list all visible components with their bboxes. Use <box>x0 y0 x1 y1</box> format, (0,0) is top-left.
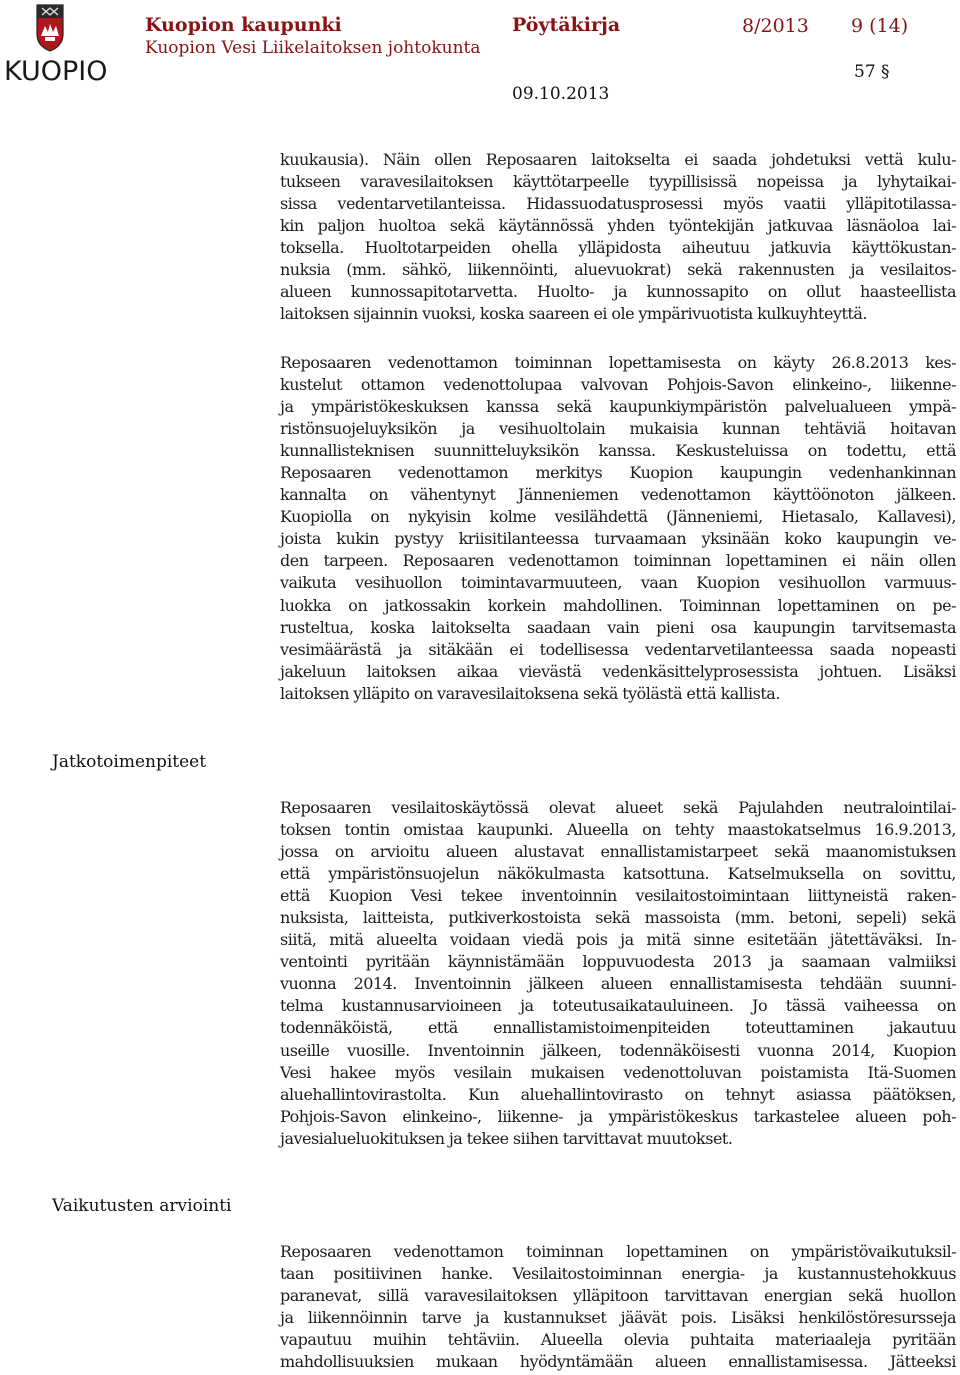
text-line: siitä, mitä alueelta voidaan viedä pois ja mitä sinne esitetään jätettäväksi. In- <box>280 930 956 950</box>
text-line: kin paljon huoltoa sekä käytännössä yhden työntekijän jatkuvaa läsnäoloa lai- <box>280 216 956 236</box>
text-line: rusteltua, koska laitokselta saadaan vain pieni osa kaupungin tarvitsemasta <box>280 617 956 637</box>
text-line: mahdollisuuksien mukaan hyödyntämään alueen ennallistamisessa. Jätteeksi <box>280 1352 956 1372</box>
paragraph-discussions <box>280 352 956 705</box>
heading-jatkotoimenpiteet: Jatkotoimenpiteet <box>52 752 207 772</box>
org-subunit: Kuopion Vesi Liikelaitoksen johtokunta <box>145 38 481 58</box>
text-line: ja liikennöinnin tarve ja kustannukset jäävät pois. Lisäksi henkilöstöresursseja <box>280 1308 956 1328</box>
text-line: laitoksen sijainnin vuoksi, koska saareen ei ole ympärivuotista kulkuyhteyttä. <box>280 304 867 324</box>
text-line: nuksia (mm. sähkö, liikennöinti, aluevuokrat) sekä rakennusten ja vesilaitos- <box>280 260 956 280</box>
org-name: Kuopion kaupunki <box>145 14 342 36</box>
section-number: 57 § <box>854 62 890 82</box>
text-line: kunnallisteknisen suunnitteluyksikön kanssa. Keskusteluissa on todettu, että <box>280 441 956 461</box>
text-line: ristönsuojeluyksikön ja vesihuoltolain mukaisia kunnan tehtäviä hoitavan <box>280 419 956 439</box>
text-line: vesimäärästä ja sitäkään ei todellisessa vedentarvetilanteessa saada nopeasti <box>280 639 956 659</box>
text-line: Pohjois-Savon elinkeino-, liikenne- ja ympäristökeskus tarkastelee alueen poh- <box>280 1106 956 1126</box>
heading-vaikutusten-arviointi: Vaikutusten arviointi <box>52 1196 232 1216</box>
text-line: paranevat, sillä varavesilaitoksen ylläpitoon tarvittavan energian sekä huollon <box>280 1286 956 1306</box>
text-line: toksen tontin omistaa kaupunki. Alueella on tehty maastokatselmus 16.9.2013, <box>280 820 956 840</box>
text-line: jossa on arvioitu alueen alustavat ennallistamistarpeet sekä maanomistuksen <box>280 842 956 862</box>
paragraph-follow-up <box>280 797 956 1150</box>
text-line: sissa vedentarvetilanteissa. Hidassuodatusprosessi myös vaatii ylläpitotilassa- <box>280 194 956 214</box>
text-line: laitoksen ylläpito on varavesilaitoksena sekä työlästä että kallista. <box>280 683 780 703</box>
text-line: nuksista, laitteista, putkiverkostoista sekä massoista (mm. betoni, sepeli) sekä <box>280 908 956 928</box>
text-line: ventointi pyritään käynnistämään loppuvuodesta 2013 ja saamaan valmiiksi <box>280 952 956 972</box>
text-line: alueen kunnossapitotarvetta. Huolto- ja kunnossapito on ollut haasteellista <box>280 282 956 302</box>
text-line: kustelut ottamon vedenottolupaa valvovan Pohjois-Savon elinkeino-, liikenne- <box>280 375 956 395</box>
logo-wordmark: KUOPIO <box>4 56 108 87</box>
text-line: Reposaaren vesilaitoskäytössä olevat alueet sekä Pajulahden neutralointilai- <box>280 798 956 817</box>
text-line: telma kustannusarvioineen ja toteutusaikatauluineen. Jo tässä vaiheessa on <box>280 996 956 1016</box>
text-line: luokka on jatkossakin korkein mahdollinen. Toiminnan lopettaminen on pe- <box>280 595 956 615</box>
text-line: useille vuosille. Inventoinnin jälkeen, todennäköisesti vuonna 2014, Kuopion <box>280 1040 956 1060</box>
text-line: ja ympäristökeskuksen kanssa sekä kaupunkiympäristön palvelualueen ympä- <box>280 397 956 417</box>
text-line: kannalta on vähentynyt Jänneniemen vedenottamon käyttöönoton jälkeen. <box>280 485 956 505</box>
text-line: toksella. Huoltotarpeiden ohella ylläpidosta aiheutuu jatkuvia käyttökustan- <box>280 238 956 258</box>
text-line: Reposaaren vedenottamon merkitys Kuopion kaupungin vedenhankinnan <box>280 463 956 483</box>
meeting-date: 09.10.2013 <box>512 84 610 104</box>
text-line: että Kuopion Vesi tekee inventoinnin vesilaitostoimintaan liittyneistä raken- <box>280 886 956 906</box>
city-crest-icon <box>36 4 64 52</box>
text-line: Kuopiolla on nykyisin kolme vesilähdettä (Jänneniemi, Hietasalo, Kallavesi), <box>280 507 956 527</box>
text-line: vuonna 2014. Inventoinnin jälkeen alueen ennallistamisesta tehdään suunni- <box>280 974 956 994</box>
paragraph-impact <box>280 1241 956 1373</box>
text-line: Reposaaren vedenottamon toiminnan lopettamisesta on käyty 26.8.2013 kes- <box>280 353 956 372</box>
page-number: 9 (14) <box>851 15 909 37</box>
text-line: joista kukin pystyy kriisitilanteessa turvaamaan yksinään koko kaupungin ve- <box>280 529 956 549</box>
document-type: Pöytäkirja <box>512 14 621 36</box>
document-number: 8/2013 <box>742 15 809 37</box>
text-line: kuukausia). Näin ollen Reposaaren laitokselta ei saada johdetuksi vettä kulu- <box>280 150 956 169</box>
text-line: että ympäristönsuojelun näkökulmasta katsottuna. Katselmuksella on sovittu, <box>280 864 956 884</box>
text-line: aluehallintovirastolta. Kun aluehallintovirasto on tehnyt asiassa päätöksen, <box>280 1084 956 1104</box>
text-line: taan positiivinen hanke. Vesilaitostoiminnan energia- ja kustannustehokkuus <box>280 1264 956 1284</box>
text-line: tukseen varavesilaitoksen käyttötarpeelle tyypillisissä nopeissa ja lyhytaikai- <box>280 172 956 192</box>
text-line: todennäköistä, että ennallistamistoimenpiteiden toteuttaminen jakautuu <box>280 1018 956 1038</box>
paragraph-maintenance <box>280 149 956 325</box>
text-line: Vesi hakee myös vesilain mukaisen vedenottoluvan poistamista Itä-Suomen <box>280 1062 956 1082</box>
text-line: javesialueluokituksen ja tekee siihen tarvittavat muutokset. <box>280 1128 733 1148</box>
kuopio-logo <box>4 4 108 90</box>
text-line: den tarpeen. Reposaaren vedenottamon toiminnan lopettaminen ei näin ollen <box>280 551 956 571</box>
text-line: vaikuta vesihuollon toimintavarmuuteen, vaan Kuopion vesihuollon varmuus- <box>280 573 956 593</box>
text-line: jakeluun laitoksen aikaa vievästä vedenkäsittelyprosessista johtuen. Lisäksi <box>280 661 956 681</box>
text-line: Reposaaren vedenottamon toiminnan lopettaminen on ympäristövaikutuksil- <box>280 1242 956 1261</box>
text-line: vapautuu muihin tehtäviin. Alueella olevia puhtaita materiaaleja pyritään <box>280 1330 956 1350</box>
